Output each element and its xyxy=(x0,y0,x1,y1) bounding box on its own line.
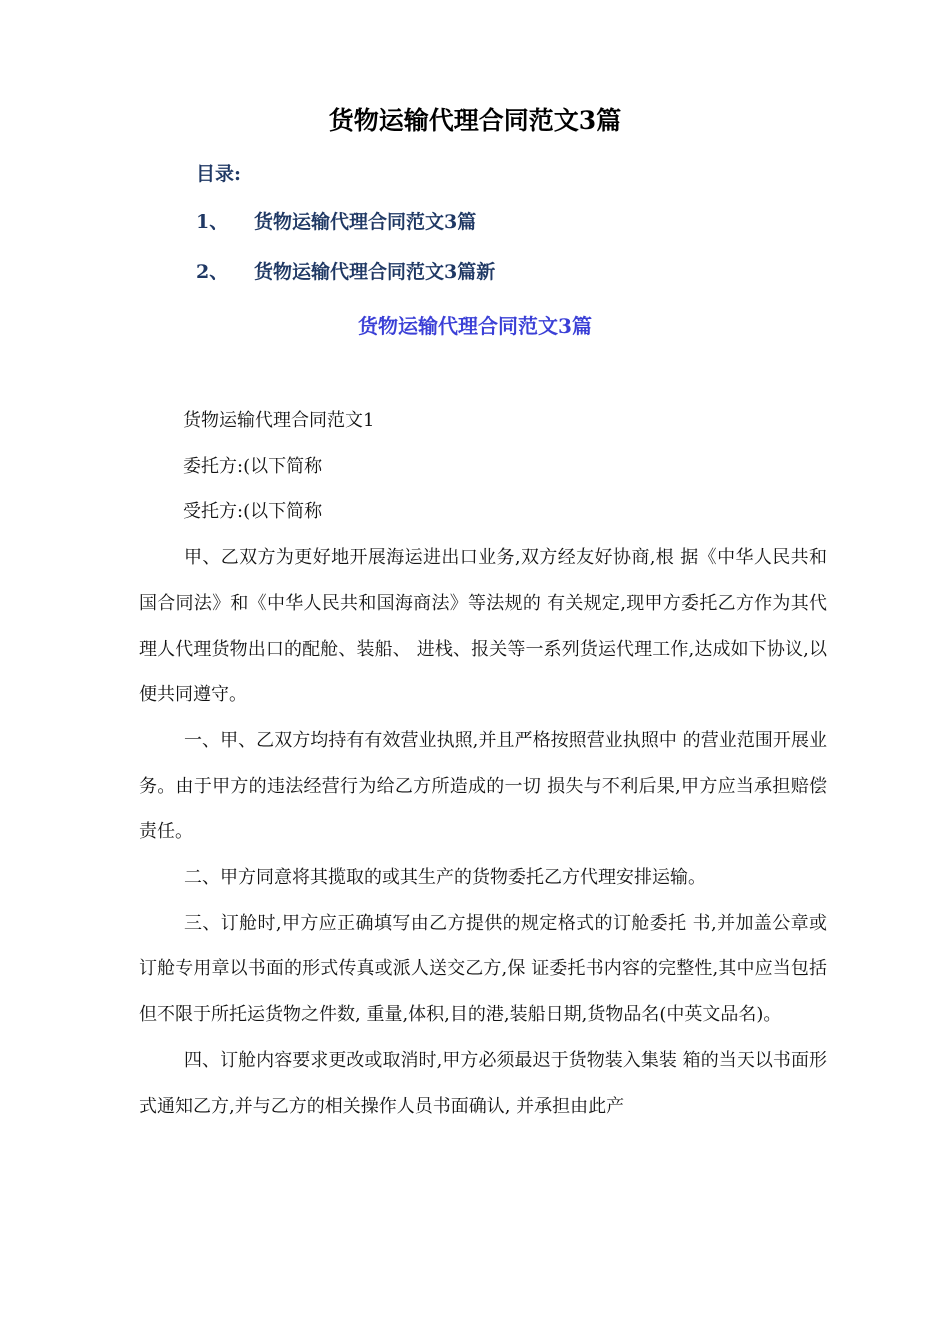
toc-item-text: 货物运输代理合同范文3篇新 xyxy=(254,261,496,283)
paragraph: 三、订舱时,甲方应正确填写由乙方提供的规定格式的订舱委托 书,并加盖公章或订舱专用章以书面的形式传真或派人送交乙方,保 证委托书内容的完整性,其中应当包括但不限于所托运货物之件数, 重量,体积,目的港,装船日期,货物品名(中英文品名)。 xyxy=(139,912,827,1026)
toc-heading: 目录: xyxy=(196,163,242,185)
paragraph: 一、甲、乙双方均持有有效营业执照,并且严格按照营业执照中 的营业范围开展业务。由于甲方的违法经营行为给乙方所造成的一切 损失与不利后果,甲方应当承担赔偿责任。 xyxy=(139,729,827,843)
paragraph: 受托方:(以下简称 xyxy=(183,501,323,523)
toc-item-1[interactable] xyxy=(196,208,476,236)
toc-item-text: 货物运输代理合同范文3篇 xyxy=(254,211,477,233)
toc-item-number: 1、 xyxy=(196,211,229,233)
document-title: 货物运输代理合同范文3篇 xyxy=(328,106,622,135)
section-title: 货物运输代理合同范文3篇 xyxy=(358,314,592,338)
toc-item-2[interactable] xyxy=(196,258,495,286)
paragraph: 委托方:(以下简称 xyxy=(183,455,323,477)
paragraph: 货物运输代理合同范文1 xyxy=(183,410,375,431)
paragraph: 四、订舱内容要求更改或取消时,甲方必须最迟于货物装入集装 箱的当天以书面形式通知乙方,并与乙方的相关操作人员书面确认, 并承担由此产 xyxy=(139,1049,827,1117)
toc-item-number: 2、 xyxy=(196,261,229,283)
paragraph: 甲、乙双方为更好地开展海运进出口业务,双方经友好协商,根 据《中华人民共和国合同法》和《中华人民共和国海商法》等法规的 有关规定,现甲方委托乙方作为其代理人代理货物出口的配舱、装船、 进栈、报关等一系列货运代理工作,达成如下协议,以便共同遵守。 xyxy=(139,547,827,706)
document-body xyxy=(139,398,827,1129)
paragraph: 二、甲方同意将其揽取的或其生产的货物委托乙方代理安排运输。 xyxy=(184,867,706,889)
